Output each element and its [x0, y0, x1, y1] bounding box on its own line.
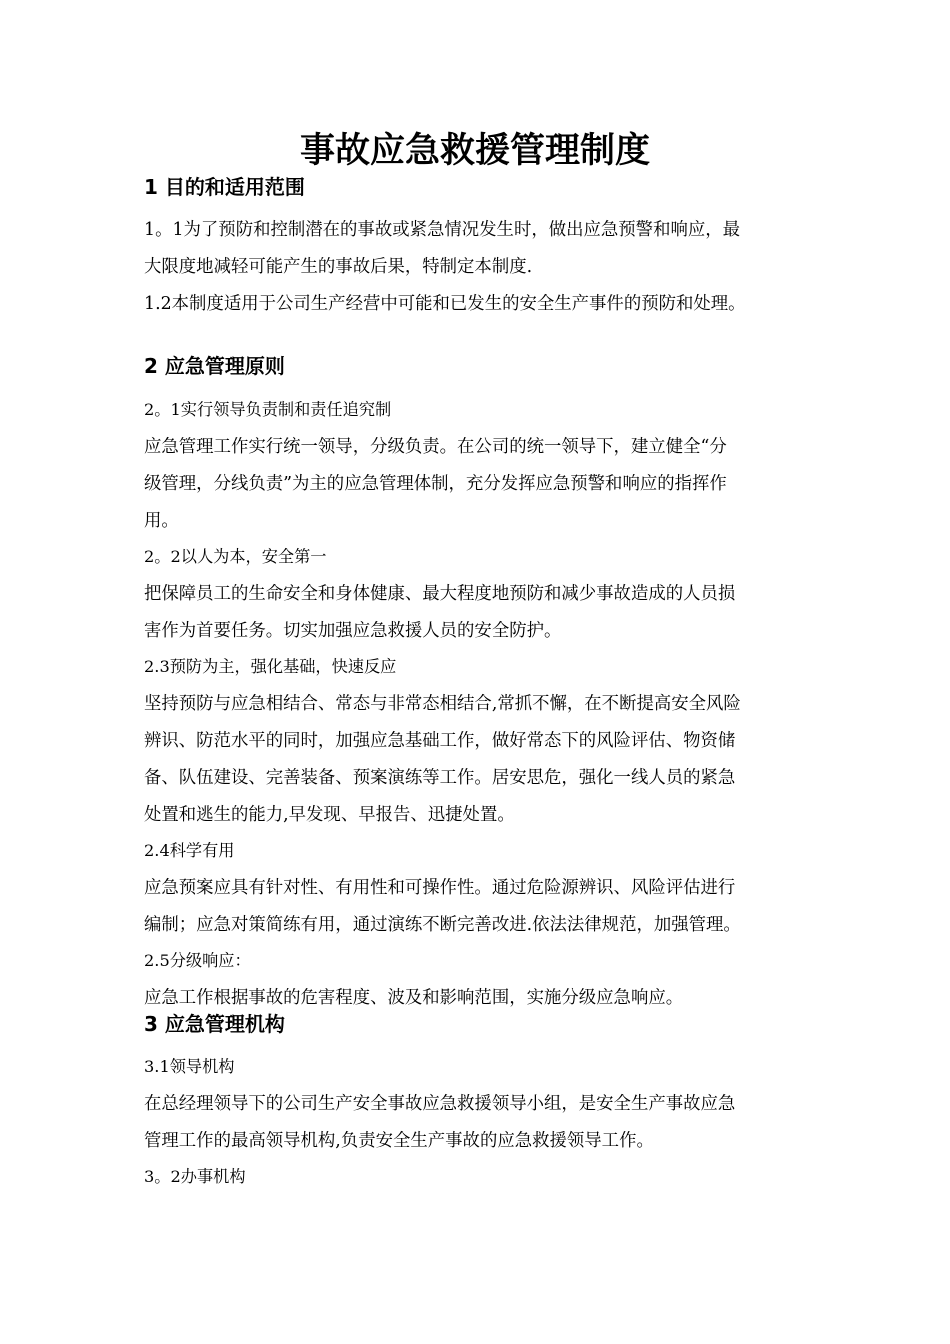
paragraph-line: 坚持预防与应急相结合、常态与非常态相结合,常抓不懈，在不断提高安全风险 — [144, 694, 741, 714]
paragraph-line: 管理工作的最高领导机构,负责安全生产事故的应急救援领导工作。 — [144, 1131, 654, 1151]
paragraph-line: 处置和逃生的能力,早发现、早报告、迅捷处置。 — [144, 805, 515, 825]
section-2-heading: 2 应急管理原则 — [144, 354, 285, 378]
document-title: 事故应急救援管理制度 — [299, 131, 650, 171]
subsection-title: 2.3预防为主，强化基础，快速反应 — [144, 657, 397, 676]
paragraph-line: 备、队伍建设、完善装备、预案演练等工作。居安思危，强化一线人员的紧急 — [144, 768, 736, 788]
paragraph-line: 级管理，分线负责”为主的应急管理体制，充分发挥应急预警和响应的指挥作 — [144, 474, 727, 494]
paragraph-line: 1.2本制度适用于公司生产经营中可能和已发生的安全生产事件的预防和处理。 — [144, 294, 746, 314]
subsection-title: 2.4科学有用 — [144, 841, 235, 860]
paragraph-line: 大限度地减轻可能产生的事故后果，特制定本制度. — [144, 257, 533, 277]
section-3-heading: 3 应急管理机构 — [144, 1012, 285, 1036]
paragraph-line: 用。 — [144, 511, 179, 531]
paragraph-line: 应急管理工作实行统一领导，分级负责。在公司的统一领导下，建立健全“分 — [144, 437, 727, 457]
paragraph-line: 害作为首要任务。切实加强应急救援人员的安全防护。 — [144, 621, 562, 641]
subsection-title: 2。1实行领导负责制和责任追究制 — [144, 400, 392, 419]
paragraph-line: 辨识、防范水平的同时，加强应急基础工作，做好常态下的风险评估、物资储 — [144, 731, 736, 751]
subsection-title: 3.1领导机构 — [144, 1057, 235, 1076]
subsection-title: 2.5分级响应： — [144, 951, 251, 970]
section-1-heading: 1 目的和适用范围 — [144, 175, 305, 199]
paragraph-line: 编制；应急对策简练有用，通过演练不断完善改进.依法法律规范，加强管理。 — [144, 915, 741, 935]
paragraph-line: 应急工作根据事故的危害程度、波及和影响范围，实施分级应急响应。 — [144, 988, 684, 1008]
paragraph-line: 在总经理领导下的公司生产安全事故应急救援领导小组，是安全生产事故应急 — [144, 1094, 736, 1114]
paragraph-line: 1。1为了预防和控制潜在的事故或紧急情况发生时，做出应急预警和响应，最 — [144, 220, 741, 240]
subsection-title: 2。2以人为本，安全第一 — [144, 547, 327, 566]
subsection-title: 3。2办事机构 — [144, 1167, 246, 1186]
paragraph-line: 把保障员工的生命安全和身体健康、最大程度地预防和减少事故造成的人员损 — [144, 584, 736, 604]
paragraph-line: 应急预案应具有针对性、有用性和可操作性。通过危险源辨识、风险评估进行 — [144, 878, 736, 898]
